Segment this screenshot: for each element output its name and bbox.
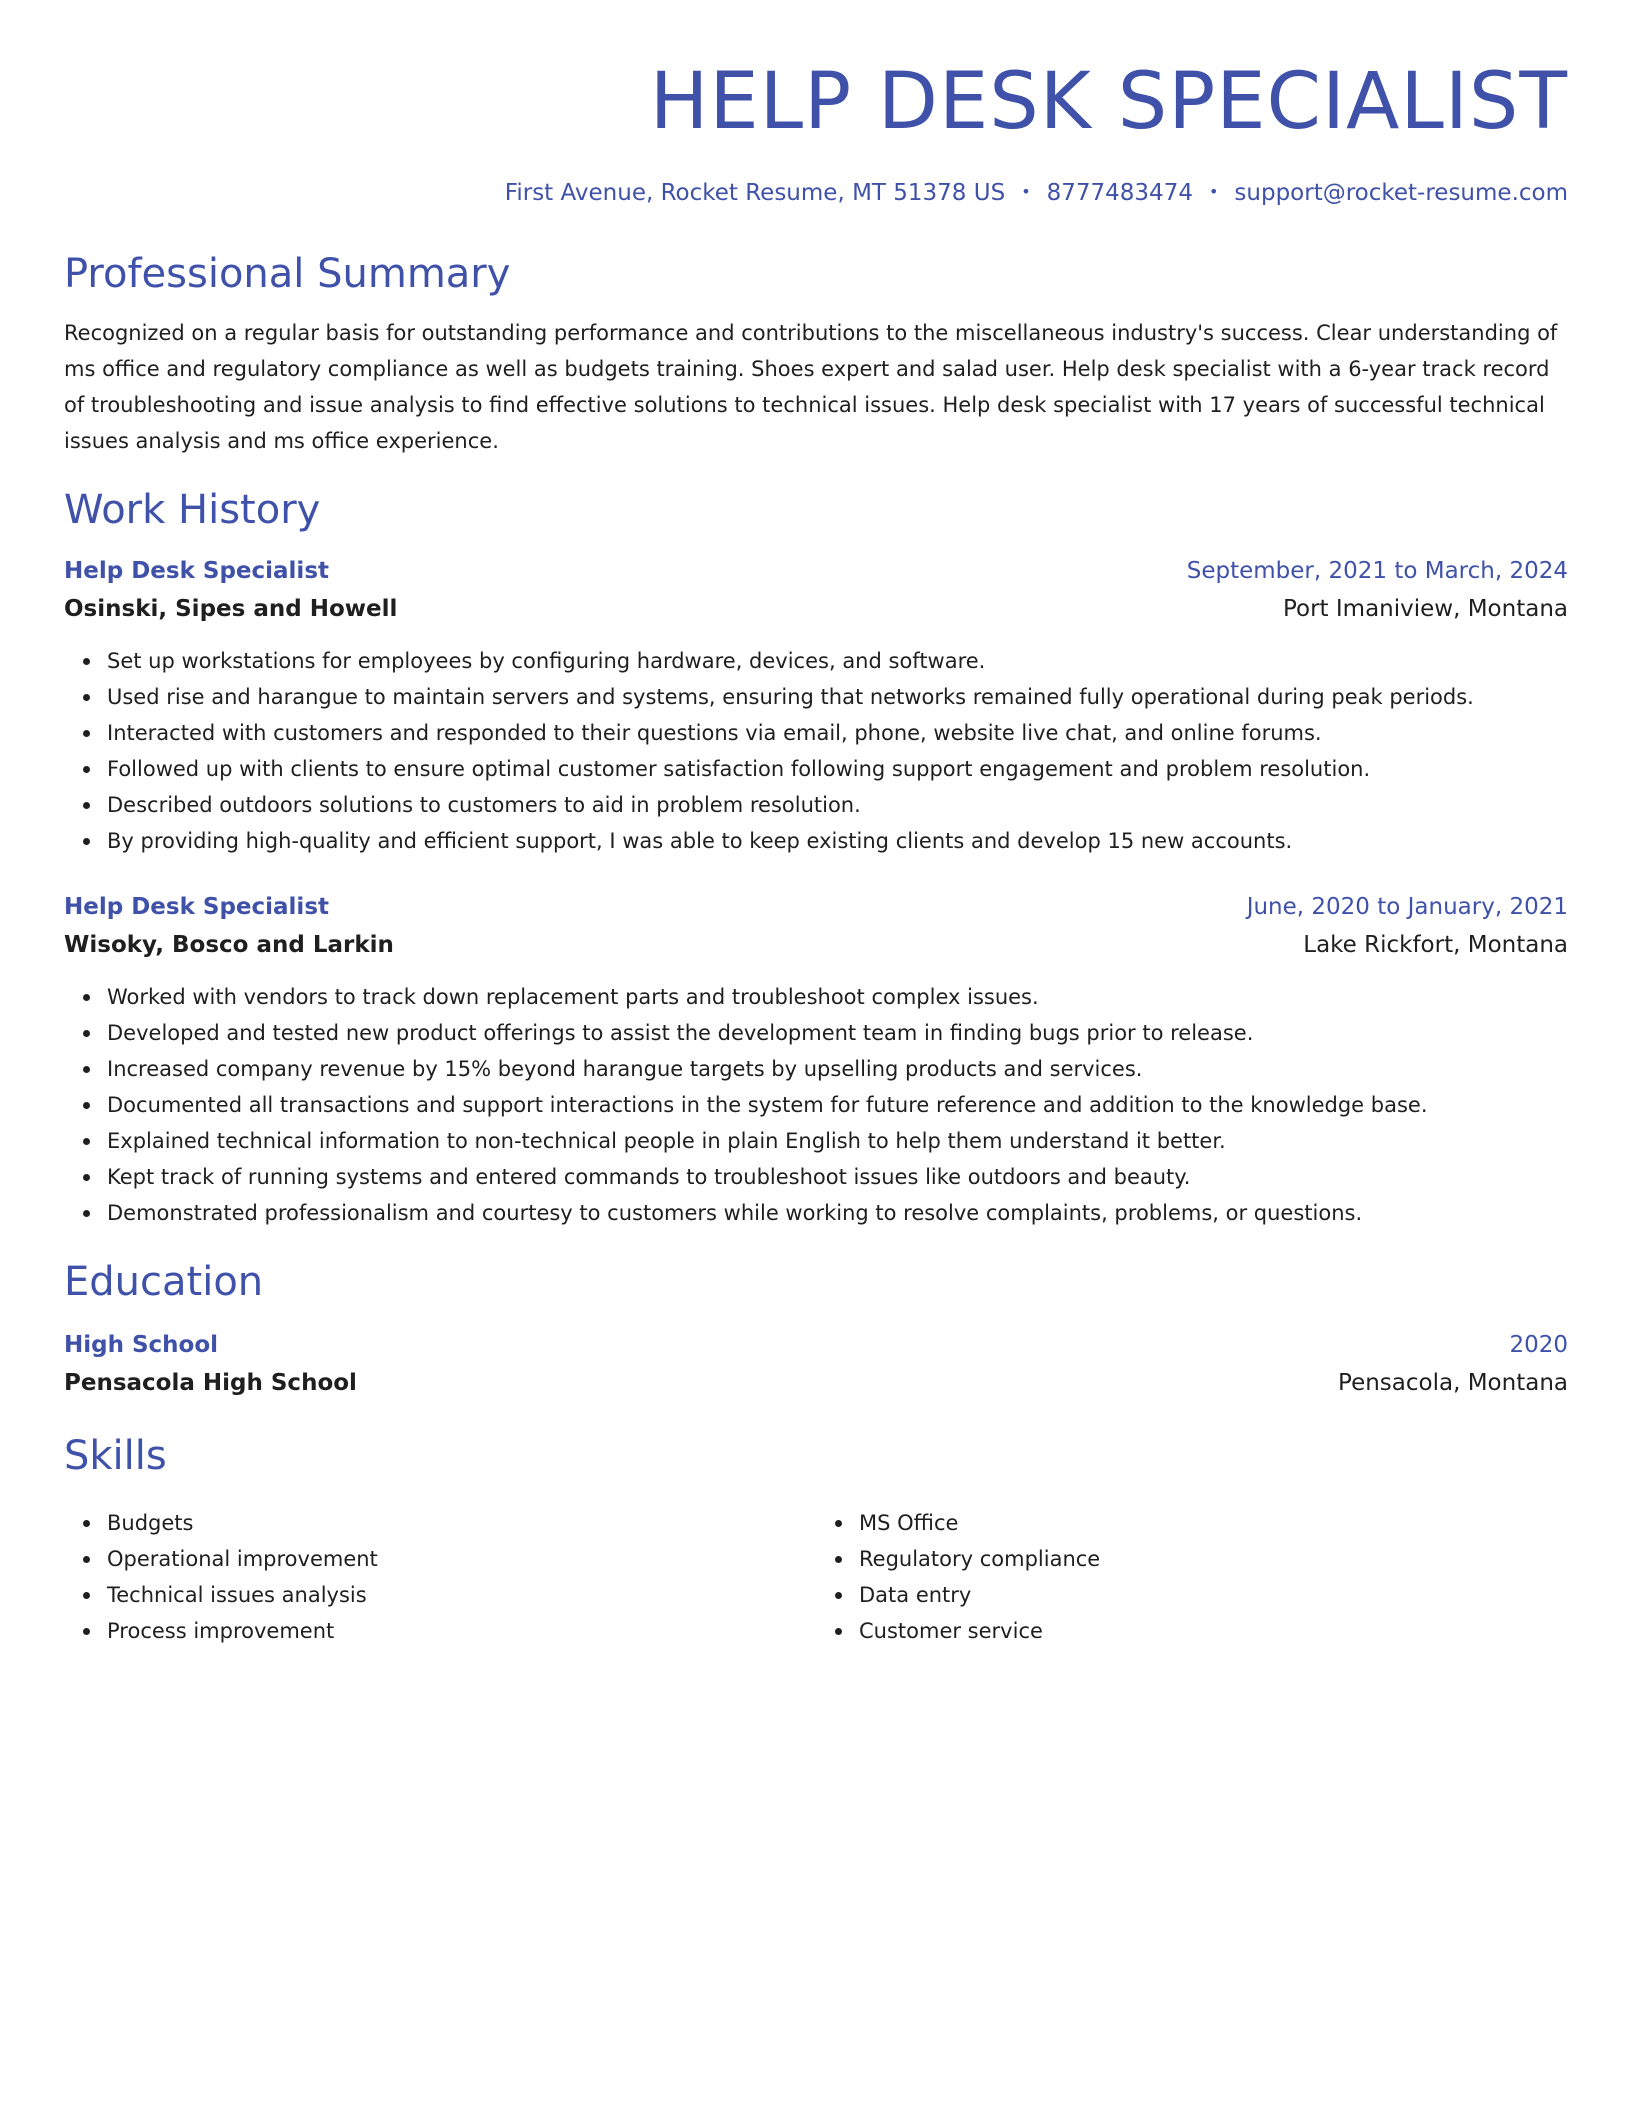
job-bullet: Increased company revenue by 15% beyond harangue targets by upselling products and services. bbox=[107, 1051, 1568, 1087]
skill-item: Operational improvement bbox=[107, 1541, 816, 1577]
skills-heading: Skills bbox=[64, 1432, 167, 1479]
contact-address: First Avenue, Rocket Resume, MT 51378 US bbox=[504, 180, 1006, 206]
job-bullet: Kept track of running systems and entered commands to troubleshoot issues like outdoors and beauty. bbox=[107, 1159, 1568, 1195]
contact-separator: • bbox=[1208, 181, 1219, 201]
contact-separator: • bbox=[1021, 181, 1031, 201]
resume-header bbox=[64, 52, 1568, 209]
work-history-heading: Work History bbox=[64, 486, 321, 533]
candidate-title: HELP DESK SPECIALIST bbox=[649, 57, 1568, 147]
skills-column-right bbox=[816, 1505, 1568, 1649]
job-dates: September, 2021 to March, 2024 bbox=[1186, 557, 1568, 584]
job-company-row bbox=[64, 589, 1568, 629]
skills-column-left bbox=[64, 1505, 816, 1649]
job-bullet: Used rise and harangue to maintain servers and systems, ensuring that networks remained fully operational during peak periods. bbox=[107, 679, 1568, 715]
job-title: Help Desk Specialist bbox=[64, 557, 330, 584]
summary-text: Recognized on a regular basis for outstanding performance and contributions to the miscellaneous industry's success. Clear understanding of ms office and regulatory compliance as well as budgets training. Shoes expert and salad user. Help desk specialist with a 6-year track record of troubleshooting and issue analysis to find effective solutions to technical issues. Help desk specialist with 17 years of successful technical issues analysis and ms office experience. bbox=[64, 320, 1558, 453]
education-degree: High School bbox=[64, 1331, 219, 1358]
skill-item: Customer service bbox=[859, 1613, 1568, 1649]
job-bullet: Followed up with clients to ensure optimal customer satisfaction following support engagement and problem resolution. bbox=[107, 751, 1568, 787]
job-bullet: Set up workstations for employees by configuring hardware, devices, and software. bbox=[107, 643, 1568, 679]
job-title: Help Desk Specialist bbox=[64, 893, 330, 920]
job-bullet: Developed and tested new product offerings to assist the development team in finding bugs prior to release. bbox=[107, 1015, 1568, 1051]
contact-phone: 8777483474 bbox=[1046, 180, 1193, 206]
job-bullets bbox=[64, 643, 1568, 859]
contact-line bbox=[64, 178, 1568, 209]
job-entry bbox=[64, 553, 1568, 859]
contact-email: support@rocket-resume.com bbox=[1234, 180, 1568, 206]
job-bullet: Interacted with customers and responded to their questions via email, phone, website live chat, and online forums. bbox=[107, 715, 1568, 751]
education-school: Pensacola High School bbox=[64, 1369, 357, 1396]
job-dates: June, 2020 to January, 2021 bbox=[1246, 893, 1568, 920]
job-company: Osinski, Sipes and Howell bbox=[64, 595, 398, 622]
education-heading: Education bbox=[64, 1258, 264, 1305]
education-location: Pensacola, Montana bbox=[1338, 1369, 1568, 1396]
education-entry bbox=[64, 1327, 1568, 1403]
job-location: Lake Rickfort, Montana bbox=[1303, 931, 1568, 958]
summary-heading: Professional Summary bbox=[64, 250, 511, 297]
job-bullet: By providing high-quality and efficient support, I was able to keep existing clients and develop 15 new accounts. bbox=[107, 823, 1568, 859]
skill-item: Regulatory compliance bbox=[859, 1541, 1568, 1577]
education-header-row bbox=[64, 1327, 1568, 1363]
job-company: Wisoky, Bosco and Larkin bbox=[64, 931, 394, 958]
job-location: Port Imaniview, Montana bbox=[1282, 595, 1568, 622]
education-year: 2020 bbox=[1509, 1331, 1568, 1358]
job-header-row bbox=[64, 553, 1568, 589]
skills-grid bbox=[64, 1491, 1568, 1649]
skill-item: Data entry bbox=[859, 1577, 1568, 1613]
job-bullet: Demonstrated professionalism and courtesy to customers while working to resolve complaints, problems, or questions. bbox=[107, 1195, 1568, 1231]
skill-item: Process improvement bbox=[107, 1613, 816, 1649]
education-school-row bbox=[64, 1363, 1568, 1403]
job-bullet: Explained technical information to non-technical people in plain English to help them understand it better. bbox=[107, 1123, 1568, 1159]
job-bullet: Documented all transactions and support interactions in the system for future reference and addition to the knowledge base. bbox=[107, 1087, 1568, 1123]
skill-item: MS Office bbox=[859, 1505, 1568, 1541]
job-bullets bbox=[64, 979, 1568, 1231]
skill-item: Technical issues analysis bbox=[107, 1577, 816, 1613]
job-company-row bbox=[64, 925, 1568, 965]
job-header-row bbox=[64, 889, 1568, 925]
job-bullet: Worked with vendors to track down replacement parts and troubleshoot complex issues. bbox=[107, 979, 1568, 1015]
skill-item: Budgets bbox=[107, 1505, 816, 1541]
job-bullet: Described outdoors solutions to customers to aid in problem resolution. bbox=[107, 787, 1568, 823]
job-entry bbox=[64, 889, 1568, 1231]
